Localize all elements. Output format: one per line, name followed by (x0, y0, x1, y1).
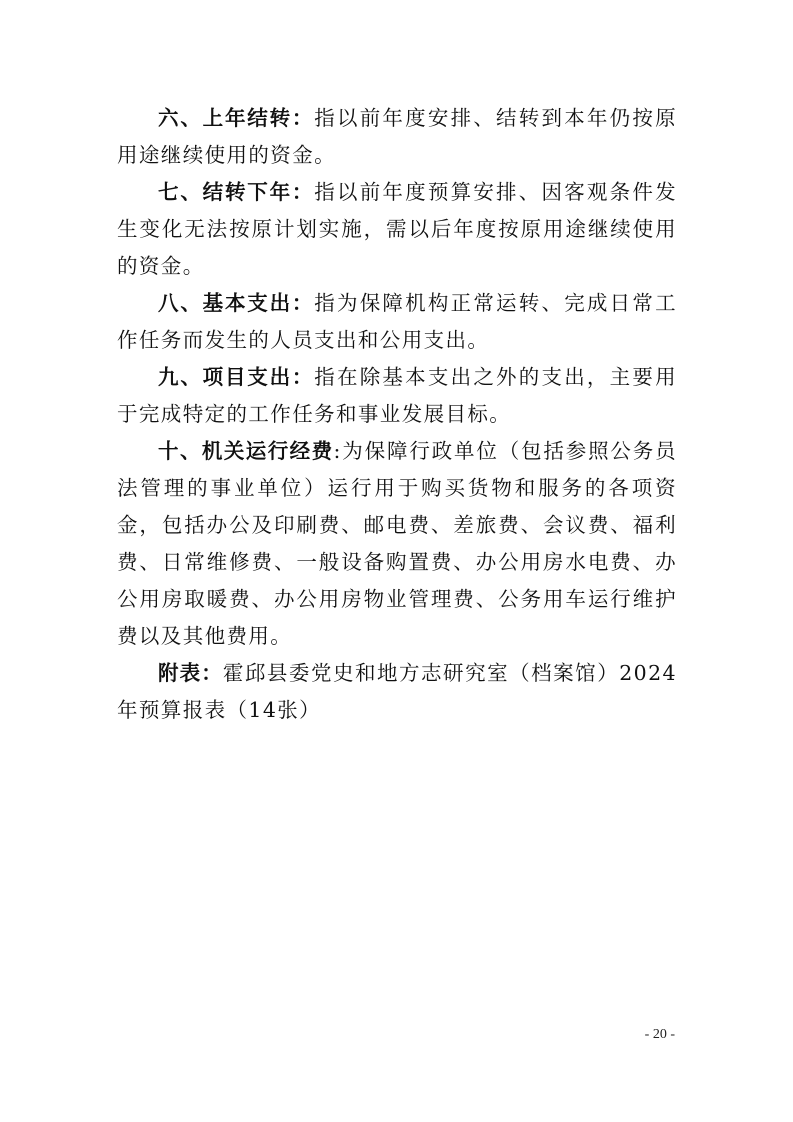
definition-paragraph-carryover-next (117, 174, 677, 285)
term-label: 附表： (158, 661, 223, 685)
term-label: 六、上年结转： (158, 106, 315, 130)
attachment-description: 霍邱县委党史和地方志研究室（档案馆）2024年预算报表（14张） (117, 661, 677, 722)
term-definition: 指以前年度预算安排、因客观条件发生变化无法按原计划实施，需以后年度按原用途继续使用的资金。 (117, 180, 678, 278)
document-body (117, 100, 677, 729)
term-label: 八、基本支出： (158, 291, 315, 315)
term-definition: 指以前年度安排、结转到本年仍按原用途继续使用的资金。 (117, 106, 678, 167)
attachment-note-paragraph (117, 655, 677, 729)
term-label: 十、机关运行经费 (158, 439, 334, 463)
page-number: - 20 - (644, 1027, 675, 1042)
definition-paragraph-project-expenditure (117, 359, 677, 433)
term-definition: 指在除基本支出之外的支出，主要用于完成特定的工作任务和事业发展目标。 (117, 365, 678, 426)
term-definition: :为保障行政单位（包括参照公务员法管理的事业单位）运行用于购买货物和服务的各项资金，包括办公及印刷费、邮电费、差旅费、会议费、福利费、日常维修费、一般设备购置费、办公用房水电费、办公用房取暖费、办公用房物业管理费、公务用车运行维护费以及其他费用。 (117, 439, 677, 648)
term-definition: 指为保障机构正常运转、完成日常工作任务而发生的人员支出和公用支出。 (117, 291, 678, 352)
definition-paragraph-carryover-prior (117, 100, 677, 174)
term-label: 九、项目支出： (158, 365, 315, 389)
term-label: 七、结转下年： (158, 180, 315, 204)
definition-paragraph-basic-expenditure (117, 285, 677, 359)
definition-paragraph-operating-funds (117, 433, 677, 655)
